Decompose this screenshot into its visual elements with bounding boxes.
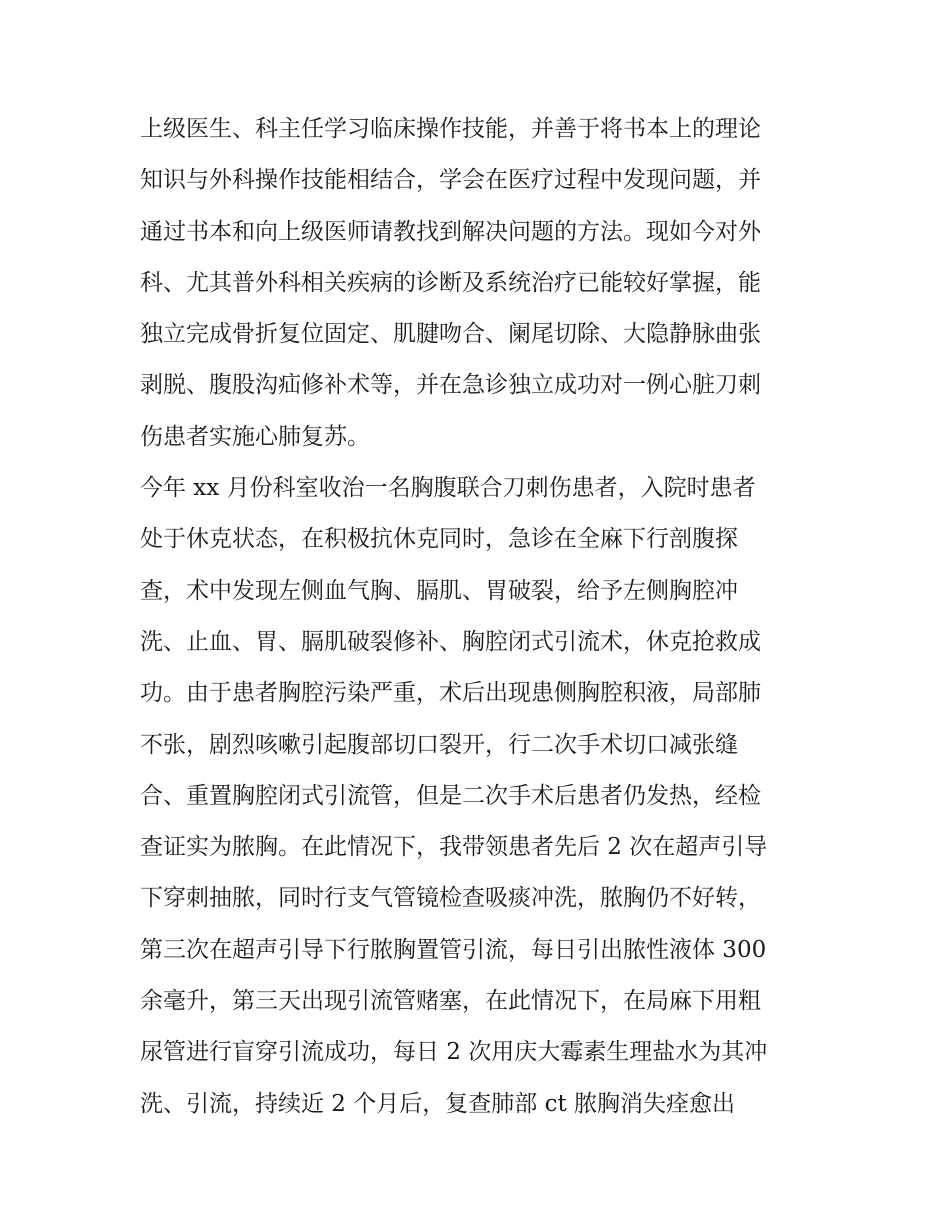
- text-line: 处于休克状态，在积极抗休克同时，急诊在全麻下行剖腹探: [140, 526, 738, 553]
- text-line: 尿管进行盲穿引流成功，每日 2 次用庆大霉素生理盐水为其冲: [140, 1039, 768, 1066]
- paragraph-case-report: [140, 463, 820, 1181]
- document-body: [140, 104, 820, 1181]
- text-line: 今年 xx 月份科室收治一名胸腹联合刀刺伤患者，入院时患者: [140, 475, 756, 502]
- text-line: 通过书本和向上级医师请教找到解决问题的方法。现如今对外: [140, 218, 761, 245]
- text-line: 第三次在超声引导下行脓胸置管引流，每日引出脓性液体 300: [140, 936, 767, 963]
- text-line: 上级医生、科主任学习临床操作技能，并善于将书本上的理论: [140, 116, 761, 142]
- text-line: 科、尤其普外科相关疾病的诊断及系统治疗已能较好掌握，能: [140, 269, 761, 296]
- text-line: 独立完成骨折复位固定、肌腱吻合、阑尾切除、大隐静脉曲张: [140, 321, 761, 348]
- text-line: 查证实为脓胸。在此情况下，我带领患者先后 2 次在超声引导: [140, 834, 768, 861]
- text-line: 伤患者实施心肺复苏。: [140, 423, 370, 450]
- text-line: 剥脱、腹股沟疝修补术等，并在急诊独立成功对一例心脏刀刺: [140, 372, 761, 399]
- text-line: 知识与外科操作技能相结合，学会在医疗过程中发现问题，并: [140, 167, 761, 194]
- text-line: 洗、止血、胃、膈肌破裂修补、胸腔闭式引流术，休克抢救成: [140, 628, 761, 655]
- text-line: 不张，剧烈咳嗽引起腹部切口裂开，行二次手术切口减张缝: [140, 731, 738, 758]
- paragraph-skills: [140, 104, 820, 463]
- text-line: 功。由于患者胸腔污染严重，术后出现患侧胸腔积液，局部肺: [140, 680, 761, 707]
- text-line: 洗、引流，持续近 2 个月后，复查肺部 ct 脓胸消失痊愈出: [140, 1090, 736, 1117]
- text-line: 下穿刺抽脓，同时行支气管镜检查吸痰冲洗，脓胸仍不好转，: [140, 885, 761, 912]
- text-line: 余毫升，第三天出现引流管赌塞，在此情况下，在局麻下用粗: [140, 988, 761, 1015]
- text-line: 合、重置胸腔闭式引流管，但是二次手术后患者仍发热，经检: [140, 782, 761, 809]
- text-line: 查，术中发现左侧血气胸、膈肌、胃破裂，给予左侧胸腔冲: [140, 577, 738, 604]
- text-line: [140, 1130, 820, 1181]
